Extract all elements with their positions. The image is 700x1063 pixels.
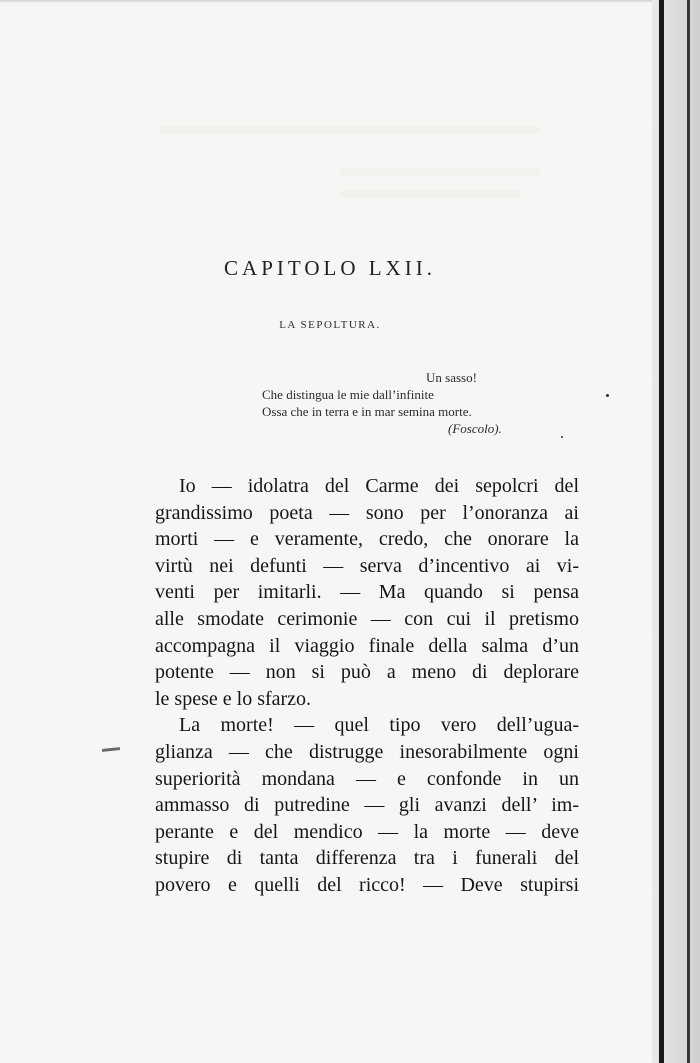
- bleed-through-mark: [340, 168, 540, 176]
- bleed-through-mark: [340, 190, 520, 198]
- epigraph-attribution: (Foscolo).: [448, 421, 502, 436]
- body-text: [155, 473, 579, 899]
- body-line: superiorità mondana — e confonde in un: [155, 767, 579, 790]
- page-top-edge: [0, 0, 660, 3]
- chapter-title: CAPITOLO LXII.: [224, 256, 436, 280]
- body-line: venti per imitarli. — Ma quando si pensa: [155, 581, 579, 604]
- body-line: glianza — che distrugge inesorabilmente ogni: [155, 740, 579, 763]
- bleed-through-mark: [160, 126, 540, 134]
- ink-speck: [561, 436, 563, 438]
- gutter-shadow-line: [659, 0, 664, 1063]
- ink-speck: [606, 394, 609, 397]
- body-line: ammasso di putredine — gli avanzi dell’ im-: [155, 794, 579, 817]
- body-line: potente — non si può a meno di deplorare: [155, 661, 579, 684]
- body-line: grandissimo poeta — sono per l’onoranza ai: [155, 501, 579, 524]
- epigraph-line: Un sasso!: [426, 370, 477, 385]
- gutter-shadow-line: [687, 0, 690, 1063]
- body-line: morti — e veramente, credo, che onorare la: [155, 528, 579, 551]
- epigraph-line: Ossa che in terra e in mar semina morte.: [262, 404, 472, 419]
- body-line: le spese e lo sfarzo.: [155, 687, 312, 710]
- body-line: La morte! — quel tipo vero dell’ugua-: [179, 714, 579, 737]
- margin-pen-mark: [102, 747, 120, 752]
- epigraph-line: Che distingua le mie dall’infinite: [262, 387, 434, 402]
- body-line: povero e quelli del ricco! — Deve stupirsi: [155, 873, 579, 896]
- body-line: stupire di tanta differenza tra i funerali del: [155, 847, 579, 870]
- binding-gutter: [652, 0, 700, 1063]
- body-line: virtù nei defunti — serva d’incentivo ai vi-: [155, 554, 579, 577]
- body-line: perante e del mendico — la morte — deve: [155, 820, 579, 843]
- chapter-subtitle: LA SEPOLTURA.: [279, 319, 381, 331]
- epigraph: [262, 369, 562, 437]
- body-line: accompagna il viaggio finale della salma d’un: [155, 634, 579, 657]
- body-line: alle smodate cerimonie — con cui il pretismo: [155, 607, 579, 630]
- body-line: Io — idolatra del Carme dei sepolcri del: [179, 475, 579, 497]
